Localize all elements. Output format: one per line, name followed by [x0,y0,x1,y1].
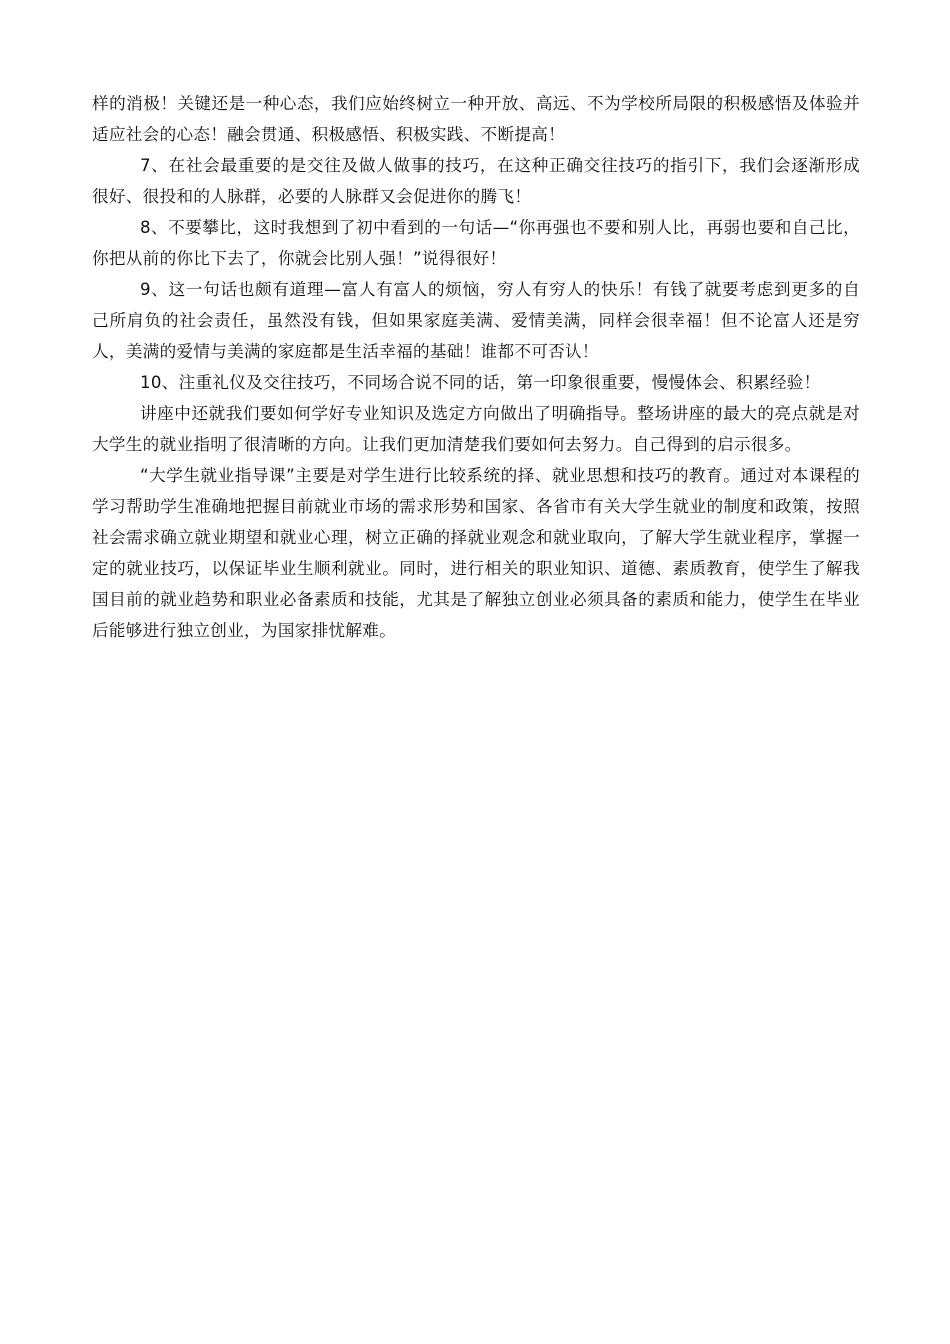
paragraph-item-8: 8、不要攀比，这时我想到了初中看到的一句话—“你再强也不要和别人比，再弱也要和自己比，你把从前的你比下去了，你就会比别人强！”说得很好！ [92,218,860,268]
paragraph-item-10: 10、注重礼仪及交往技巧，不同场合说不同的话，第一印象很重要，慢慢体会、积累经验！ [140,373,821,392]
paragraph-lecture-summary: 讲座中还就我们要如何学好专业知识及选定方向做出了明确指导。整场讲座的最大的亮点就是对大学生的就业指明了很清晰的方向。让我们更加清楚我们要如何去努力。自己得到的启示很多。 [92,404,860,454]
paragraph-continuation: 样的消极！关键还是一种心态，我们应始终树立一种开放、高远、不为学校所局限的积极感悟及体验并适应社会的心态！融会贯通、积极感悟、积极实践、不断提高！ [92,94,860,144]
paragraph-item-9: 9、这一句话也颇有道理—富人有富人的烦恼，穷人有穷人的快乐！有钱了就要考虑到更多的自己所肩负的社会责任，虽然没有钱，但如果家庭美满、爱情美满，同样会很幸福！但不论富人还是穷人，美满的爱情与美满的家庭都是生活幸福的基础！谁都不可否认！ [92,280,860,361]
document-body [92,88,860,646]
paragraph-item-7: 7、在社会最重要的是交往及做人做事的技巧，在这种正确交往技巧的指引下，我们会逐渐形成很好、很投和的人脉群，必要的人脉群又会促进你的腾飞！ [92,156,860,206]
paragraph-course-description: “大学生就业指导课”主要是对学生进行比较系统的择、就业思想和技巧的教育。通过对本课程的学习帮助学生准确地把握目前就业市场的需求形势和国家、各省市有关大学生就业的制度和政策，按照社会需求确立就业期望和就业心理，树立正确的择就业观念和就业取向，了解大学生就业程序，掌握一定的就业技巧，以保证毕业生顺利就业。同时，进行相关的职业知识、道德、素质教育，使学生了解我国目前的就业趋势和职业必备素质和技能，尤其是了解独立创业必须具备的素质和能力，使学生在毕业后能够进行独立创业，为国家排忧解难。 [92,466,860,640]
